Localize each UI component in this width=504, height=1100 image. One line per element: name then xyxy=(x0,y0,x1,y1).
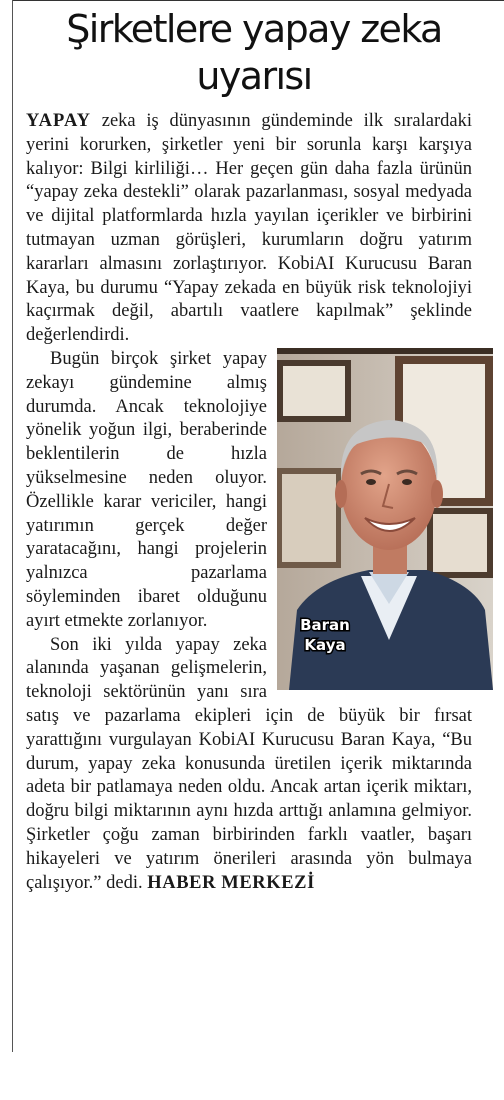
article-body xyxy=(26,110,472,895)
photo-caption-line-2: Kaya xyxy=(304,635,346,654)
lead-word: YAPAY xyxy=(26,111,91,131)
paragraph-3-text: Son iki yılda yapay zeka alanında yaşanan gelişmelerin, teknoloji sektörünün yanı sıra satış ve pazarlama ekipleri için de büyük bir fırsat yarattığını vurgulayan KobiAI Kurucusu Baran Kaya, “Bu durum, yapay zeka konusunda üretilen içerik miktarında adeta bir patlamaya neden oldu. Ancak artan içerik miktarı, doğru bilgi miktarının aynı hızda arttığı anlamına gelmiyor. Şirketler çoğu zaman birbirinden farklı vaatler, başarı hikayeleri ve yatırım önerileri arasında yön bulmaya çalışıyor.” xyxy=(26,634,472,893)
paragraph-2: Bugün birçok şirket yapay zekayı gündemine almış durumda. Ancak teknolojiye yönelik yoğun ilgi, beraberinde beklentilerin de hızla yükselmesine neden oluyor. Özellikle karar vericiler, hangi yatırımın gerçek değer yaratacağını, hangi projelerin yalnızca pazarlama söyleminden ibaret olduğunu ayırt etmekte zorlanıyor. xyxy=(26,348,267,631)
headline: Şirketlere yapay zeka uyarısı xyxy=(66,7,442,98)
paragraph-1 xyxy=(26,110,472,348)
paragraph-1-text: zeka iş dünyasının gündeminde ilk sıralardaki yerini korurken, şirketler yeni bir sorunla karşı karşıya kalıyor: Bilgi kirliliği… Her geçen gün daha fazla ürünün “yapay zeka destekli” olarak pazarlanması, sosyal medyada ve dijital platformlarda hızla yayılan içerikler ve birbirini tutmayan uzman görüşleri, kurumların doğru yatırım kararları almasını zorlaştırıyor. KobiAI Kurucusu Baran Kaya, bu durumu “Yapay zekada en büyük risk teknolojiyi kaçırmak değil, abartılı vaatlere kapılmak” şeklinde değerlendirdi. xyxy=(26,111,472,346)
column-rule xyxy=(12,0,13,1052)
photo-caption-line-1: Baran xyxy=(300,615,350,634)
byline: HABER MERKEZİ xyxy=(147,872,315,893)
closing-word: dedi. xyxy=(106,872,143,893)
photo xyxy=(277,348,493,690)
top-rule xyxy=(12,0,504,1)
